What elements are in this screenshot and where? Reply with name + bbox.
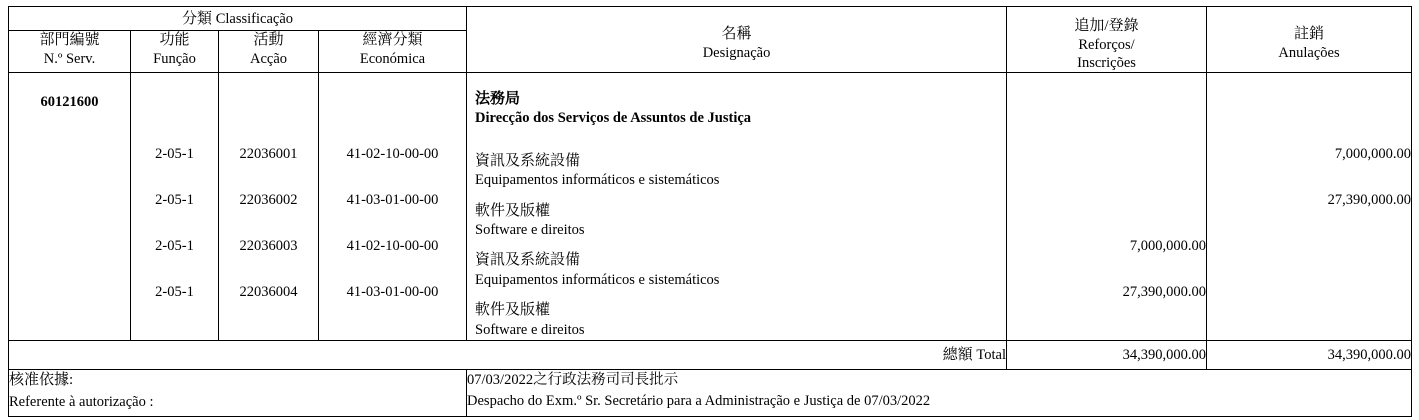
designation-list xyxy=(467,73,1006,340)
designation-row-4-zh: 軟件及版權 xyxy=(475,302,551,319)
accao-row-3: 22036003 xyxy=(239,238,298,254)
designation-row-1-pt: Equipamentos informáticos e sistemáticos xyxy=(475,172,720,189)
header-accao-pt: Acção xyxy=(249,51,288,67)
cell-funcao-column xyxy=(131,73,219,341)
header-designation xyxy=(467,7,1007,73)
header-economica xyxy=(319,31,467,73)
header-classification-zh: 分類 xyxy=(181,11,212,27)
total-label-zh: 總額 xyxy=(942,347,973,364)
header-reforcos-pt: Reforços/ xyxy=(1078,36,1135,53)
designation-row-3 xyxy=(475,240,1006,290)
total-row xyxy=(9,341,1412,370)
header-designation-zh: 名稱 xyxy=(721,26,752,42)
anulacoes-row-2: 27,390,000.00 xyxy=(1327,192,1412,208)
cell-anulacoes-column xyxy=(1207,73,1412,341)
reforcos-row-4: 27,390,000.00 xyxy=(1122,284,1207,300)
designation-row-2-pt: Software e direitos xyxy=(475,221,585,238)
header-reforcos xyxy=(1007,7,1207,73)
header-anulacoes-pt: Anulações xyxy=(1278,44,1340,61)
organization-block xyxy=(475,79,1006,129)
spacer xyxy=(219,73,318,131)
authorization-row xyxy=(9,370,1412,417)
funcao-row-3: 2-05-1 xyxy=(155,238,194,254)
designation-row-3-zh: 資訊及系統設備 xyxy=(475,252,581,269)
economica-row-1: 41-02-10-00-00 xyxy=(346,146,439,162)
organization-pt: Direcção dos Serviços de Assuntos de Justiça xyxy=(475,110,752,127)
cell-reforcos-column xyxy=(1007,73,1207,341)
designation-row-2 xyxy=(475,191,1006,241)
reforcos-row-2 xyxy=(1007,177,1206,223)
total-label-pt: Total xyxy=(976,347,1007,364)
table-body-row xyxy=(9,73,1412,341)
authorization-value xyxy=(467,370,1412,417)
total-anulacoes: 34,390,000.00 xyxy=(1207,341,1412,370)
header-servico-zh: 部門編號 xyxy=(39,32,100,49)
funcao-row-1: 2-05-1 xyxy=(155,146,194,162)
header-accao-zh: 活動 xyxy=(253,32,284,49)
economica-row-4: 41-03-01-00-00 xyxy=(346,284,439,300)
cell-designation-column xyxy=(467,73,1007,341)
header-classification-pt: Classificação xyxy=(215,11,294,27)
accao-row-4: 22036004 xyxy=(239,284,298,300)
spacer xyxy=(319,73,466,131)
spacer xyxy=(475,129,1006,141)
header-economica-pt: Económica xyxy=(359,51,426,67)
funcao-row-4: 2-05-1 xyxy=(155,284,194,300)
table-header-group-row xyxy=(9,7,1412,31)
designation-row-4-pt: Software e direitos xyxy=(475,321,585,338)
header-reforcos-pt2: Inscrições xyxy=(1077,54,1136,71)
designation-row-3-pt: Equipamentos informáticos e sistemáticos xyxy=(475,271,720,288)
economica-row-3: 41-02-10-00-00 xyxy=(346,238,439,254)
spacer xyxy=(1207,73,1411,131)
header-reforcos-zh: 追加/登錄 xyxy=(1074,18,1139,34)
service-code: 60121600 xyxy=(40,94,99,110)
reforcos-row-1 xyxy=(1007,131,1206,177)
cell-economica-column xyxy=(319,73,467,341)
header-designation-pt: Designação xyxy=(702,44,771,61)
designation-row-4 xyxy=(475,290,1006,340)
spacer xyxy=(131,73,218,131)
authorization-label xyxy=(9,370,467,417)
budget-table xyxy=(8,6,1412,417)
anulacoes-row-1: 7,000,000.00 xyxy=(1334,146,1412,162)
header-servico-pt: N.º Serv. xyxy=(43,51,96,67)
authorization-value-pt: Despacho do Exm.º Sr. Secretário para a Administração e Justiça de 07/03/2022 xyxy=(467,393,931,410)
designation-row-2-zh: 軟件及版權 xyxy=(475,202,551,219)
authorization-label-zh: 核准依據: xyxy=(9,372,74,389)
header-funcao-pt: Função xyxy=(153,51,196,67)
header-funcao-zh: 功能 xyxy=(159,32,190,49)
accao-row-1: 22036001 xyxy=(239,146,298,162)
cell-accao-column xyxy=(219,73,319,341)
spacer xyxy=(1007,73,1206,131)
accao-row-2: 22036002 xyxy=(239,192,298,208)
funcao-row-2: 2-05-1 xyxy=(155,192,194,208)
reforcos-row-3: 7,000,000.00 xyxy=(1129,238,1207,254)
organization-zh: 法務局 xyxy=(475,91,521,107)
anulacoes-row-3 xyxy=(1207,223,1411,269)
header-servico xyxy=(9,31,131,73)
header-anulacoes xyxy=(1207,7,1412,73)
header-economica-zh: 經濟分類 xyxy=(362,32,423,49)
header-anulacoes-zh: 註銷 xyxy=(1294,26,1325,42)
total-reforcos: 34,390,000.00 xyxy=(1007,341,1207,370)
anulacoes-row-4 xyxy=(1207,269,1411,315)
cell-servico-column xyxy=(9,73,131,341)
designation-row-1-zh: 資訊及系統設備 xyxy=(475,152,581,169)
header-funcao xyxy=(131,31,219,73)
header-accao xyxy=(219,31,319,73)
authorization-label-pt: Referente à autorização : xyxy=(9,393,154,410)
designation-row-1 xyxy=(475,141,1006,191)
header-classification-group xyxy=(9,7,467,31)
economica-row-2: 41-03-01-00-00 xyxy=(346,192,439,208)
total-label xyxy=(9,341,1007,370)
authorization-value-zh: 07/03/2022之行政法務司司長批示 xyxy=(467,372,679,389)
